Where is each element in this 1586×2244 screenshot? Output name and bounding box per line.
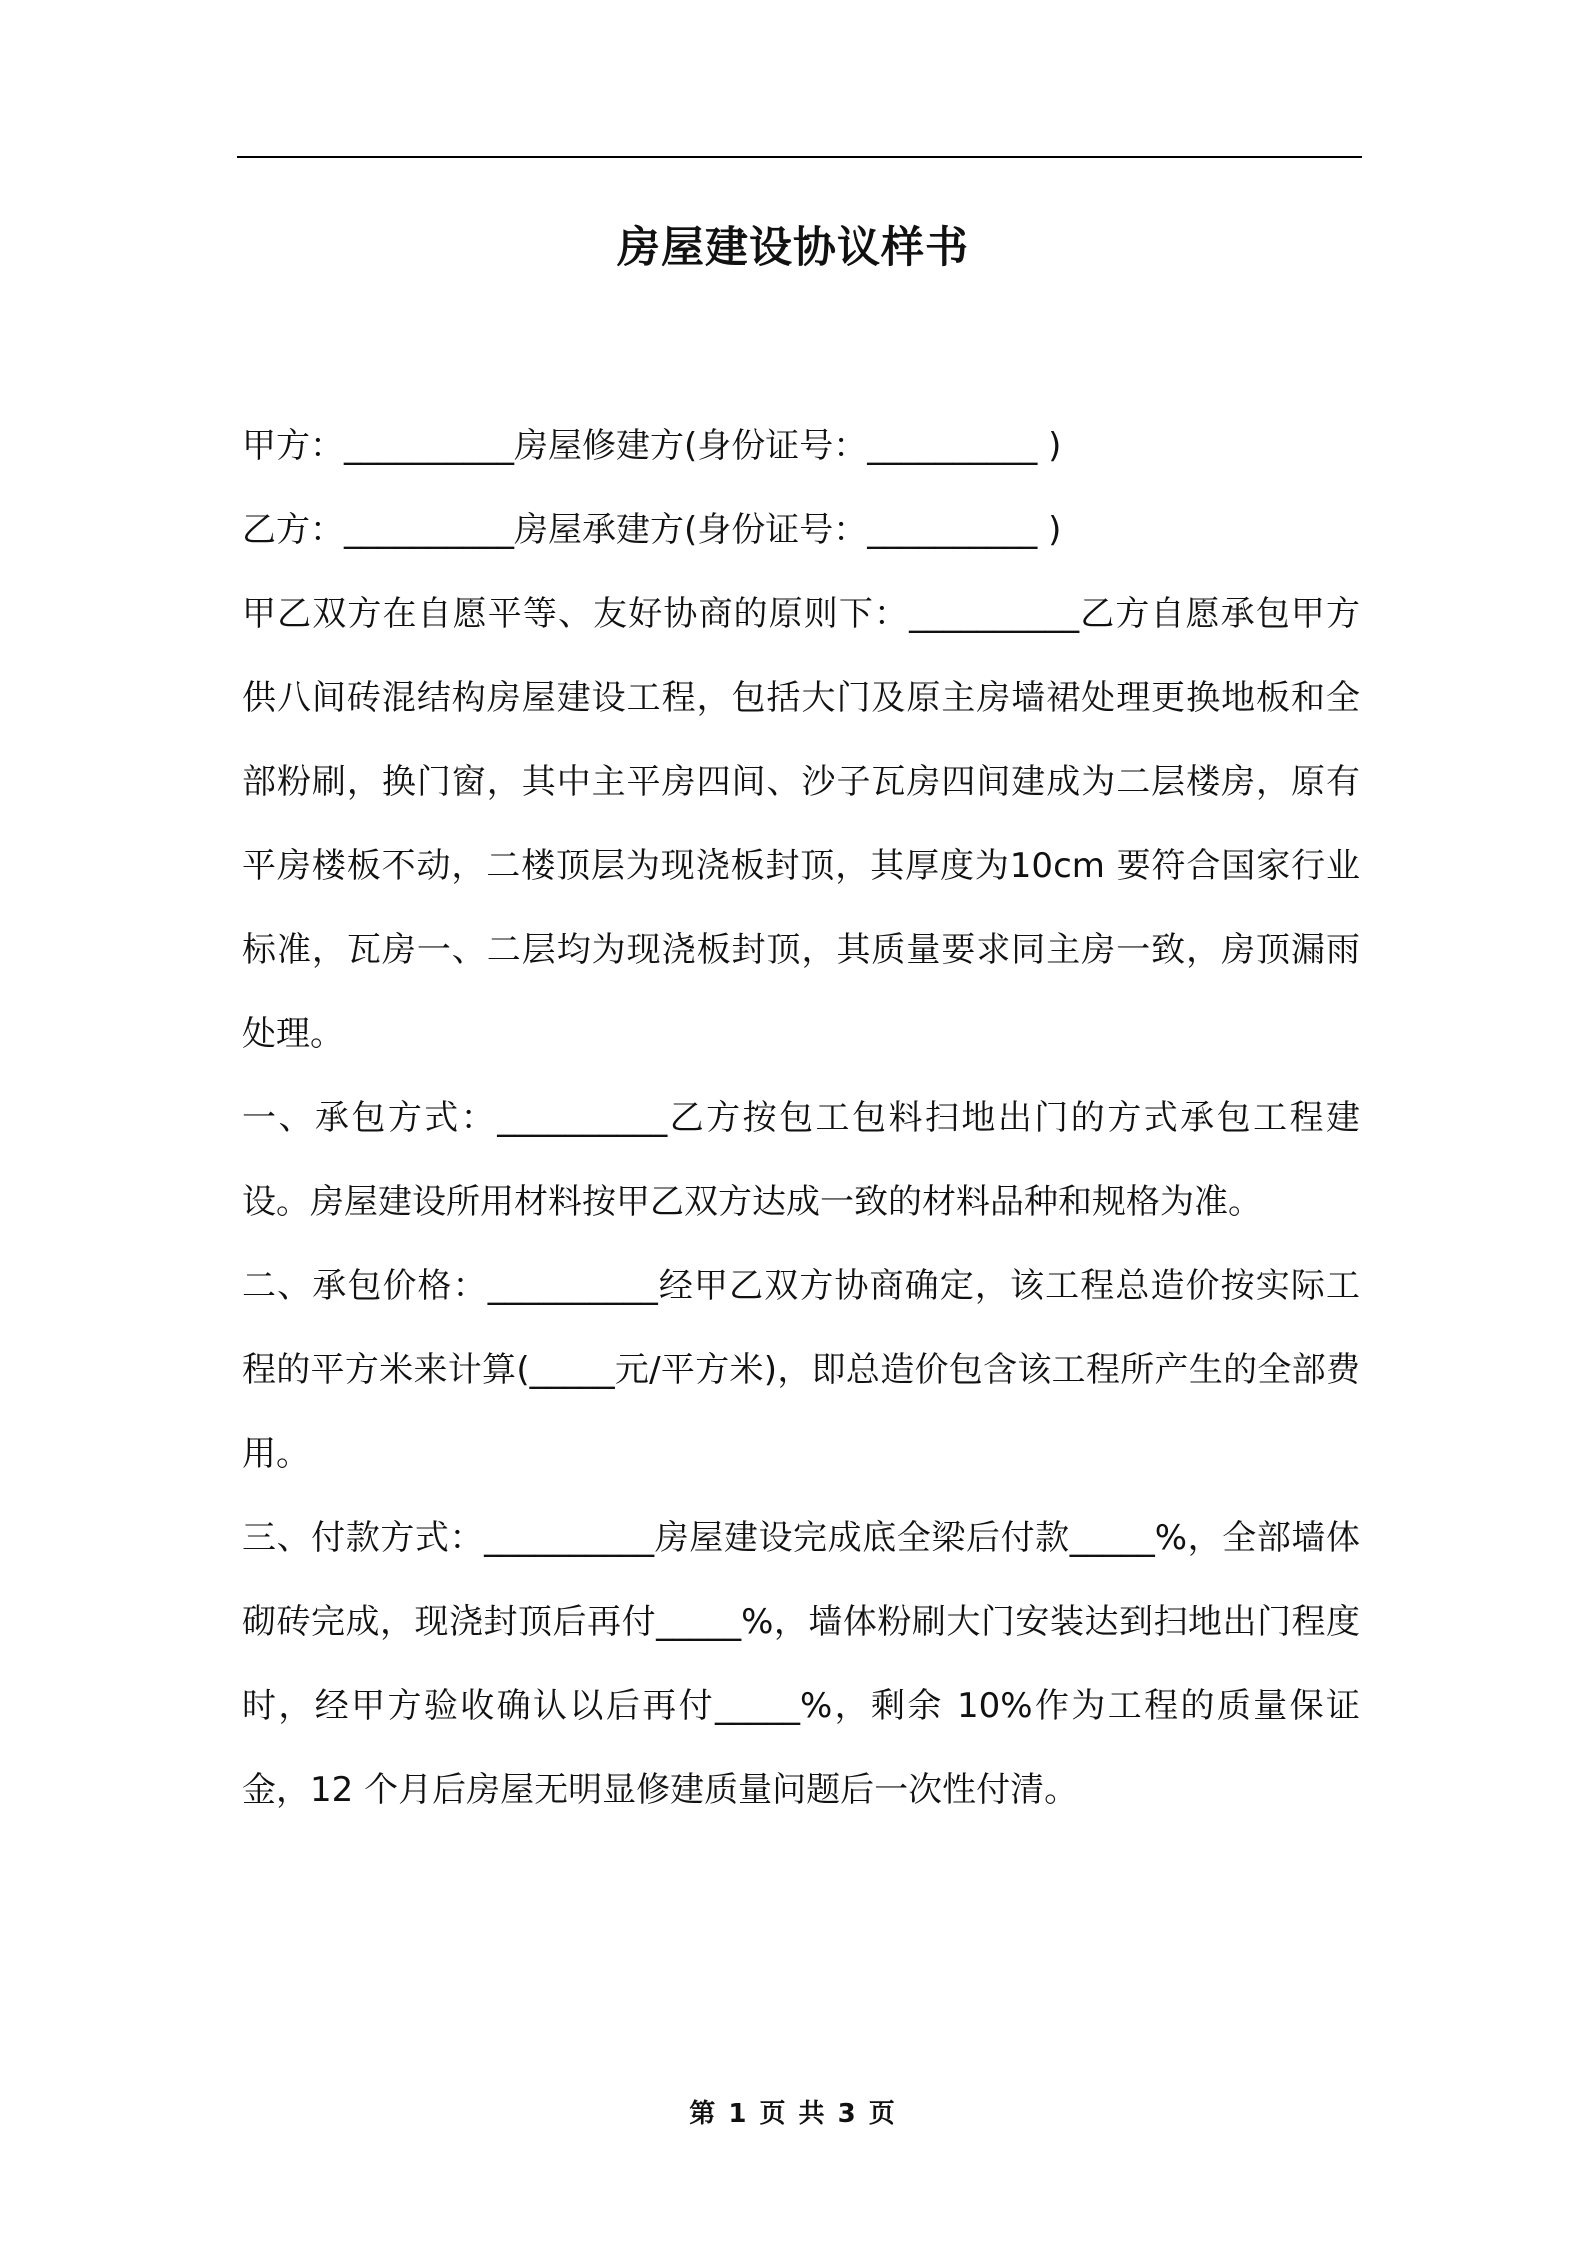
document-title: 房屋建设协议样书	[617, 223, 969, 273]
clause-payment-method: 三、付款方式：__________房屋建设完成底全梁后付款_____%，全部墙体砌砖完成，现浇封顶后再付_____%，墙体粉刷大门安装达到扫地出门程度时，经甲方验收确认以后再付_____%，剩余 10%作为工程的质量保证金，12 个月后房屋无明显修建质量问题后一次性付清。	[242, 1518, 1360, 1810]
party-b-line: 乙方：__________房屋承建方(身份证号：__________ )	[242, 510, 1062, 550]
page-indicator: 第 1 页 共 3 页	[689, 2099, 897, 2129]
party-a-line: 甲方：__________房屋修建方(身份证号：__________ )	[242, 426, 1062, 466]
preamble-paragraph: 甲乙双方在自愿平等、友好协商的原则下：__________乙方自愿承包甲方供八间砖混结构房屋建设工程，包括大门及原主房墙裙处理更换地板和全部粉刷，换门窗，其中主平房四间、沙子瓦房四间建成为二层楼房，原有平房楼板不动，二楼顶层为现浇板封顶，其厚度为10cm 要符合国家行业标准，瓦房一、二层均为现浇板封顶，其质量要求同主房一致，房顶漏雨处理。	[242, 594, 1360, 1054]
header-rule	[237, 156, 1362, 158]
clause-contract-method: 一、承包方式：__________乙方按包工包料扫地出门的方式承包工程建设。房屋建设所用材料按甲乙双方达成一致的材料品种和规格为准。	[242, 1098, 1360, 1222]
clause-contract-price: 二、承包价格：__________经甲乙双方协商确定，该工程总造价按实际工程的平方米来计算(_____元/平方米)，即总造价包含该工程所产生的全部费用。	[242, 1266, 1360, 1474]
document-body	[242, 404, 1360, 1832]
